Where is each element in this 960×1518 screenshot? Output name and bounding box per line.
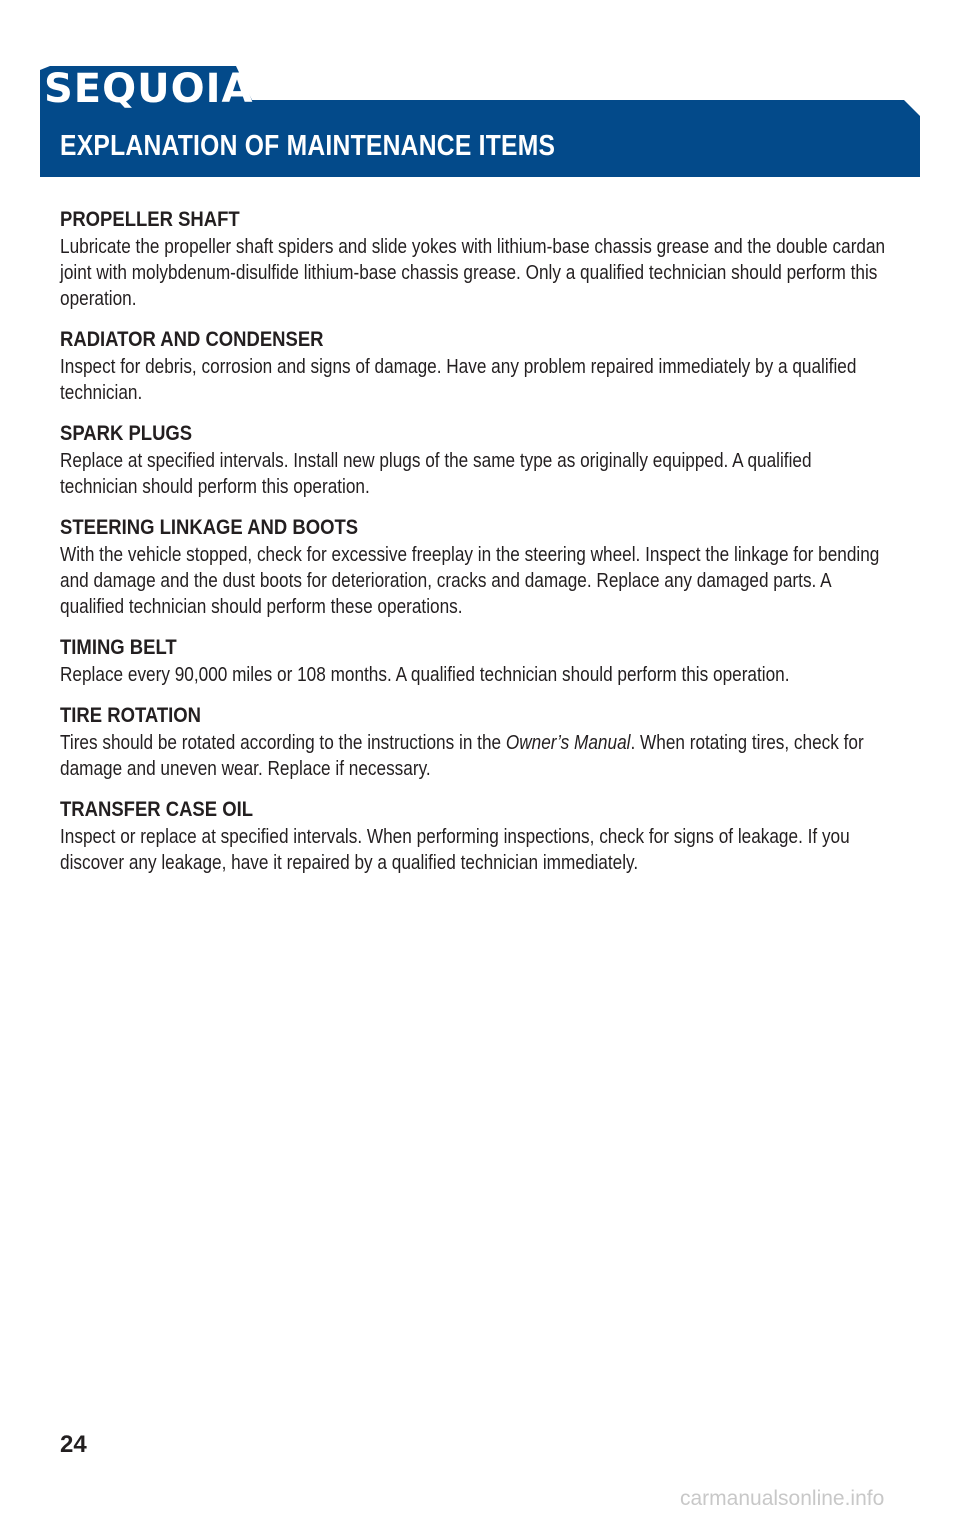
item-heading: TIRE ROTATION bbox=[60, 704, 201, 727]
maintenance-item-tire-rotation bbox=[60, 702, 890, 782]
item-description: Replace at specified intervals. Install new plugs of the same type as originally equipped. A qualified technician should perform this operation. bbox=[60, 450, 812, 498]
maintenance-item-spark-plugs bbox=[60, 420, 890, 500]
brand-logo: SEQUOIA bbox=[44, 66, 254, 112]
page-title: EXPLANATION OF MAINTENANCE ITEMS bbox=[60, 130, 556, 162]
item-heading: PROPELLER SHAFT bbox=[60, 208, 240, 231]
maintenance-item-steering-linkage bbox=[60, 514, 890, 620]
item-heading: RADIATOR AND CONDENSER bbox=[60, 328, 324, 351]
item-description-text: Tires should be rotated according to the instructions in the bbox=[60, 732, 506, 754]
maintenance-item-propeller-shaft bbox=[60, 206, 890, 312]
maintenance-items-list bbox=[60, 206, 890, 890]
item-heading: TIMING BELT bbox=[60, 636, 177, 659]
item-description: Inspect for debris, corrosion and signs of damage. Have any problem repaired immediately by a qualified technician. bbox=[60, 356, 857, 404]
item-description: With the vehicle stopped, check for excessive freeplay in the steering wheel. Inspect the linkage for bending and damage and the dust boots for deterioration, cracks and damage. Replace any damaged parts. A qualified technician should perform these operations. bbox=[60, 544, 880, 618]
item-description-text: . When rotating tires, check for damage and uneven wear. Replace if necessary. bbox=[60, 732, 864, 780]
item-heading: SPARK PLUGS bbox=[60, 422, 193, 445]
item-description: Lubricate the propeller shaft spiders and slide yokes with lithium-base chassis grease and the double cardan joint with molybdenum-disulfide lithium-base chassis grease. Only a qualified technician should perform this operation. bbox=[60, 236, 886, 310]
item-description: Inspect or replace at specified intervals. When performing inspections, check for signs of leakage. If you discover any leakage, have it repaired by a qualified technician immediately. bbox=[60, 826, 850, 874]
maintenance-item-timing-belt bbox=[60, 634, 890, 688]
watermark: carmanualsonline.info bbox=[680, 1487, 885, 1510]
item-description bbox=[60, 730, 890, 782]
page-number: 24 bbox=[60, 1431, 87, 1458]
item-heading: TRANSFER CASE OIL bbox=[60, 798, 254, 821]
maintenance-item-radiator-condenser bbox=[60, 326, 890, 406]
maintenance-item-transfer-case-oil bbox=[60, 796, 890, 876]
owners-manual-reference: Owner’s Manual bbox=[505, 732, 631, 754]
item-heading: STEERING LINKAGE AND BOOTS bbox=[60, 516, 359, 539]
item-description: Replace every 90,000 miles or 108 months. A qualified technician should perform this operation. bbox=[60, 664, 790, 686]
